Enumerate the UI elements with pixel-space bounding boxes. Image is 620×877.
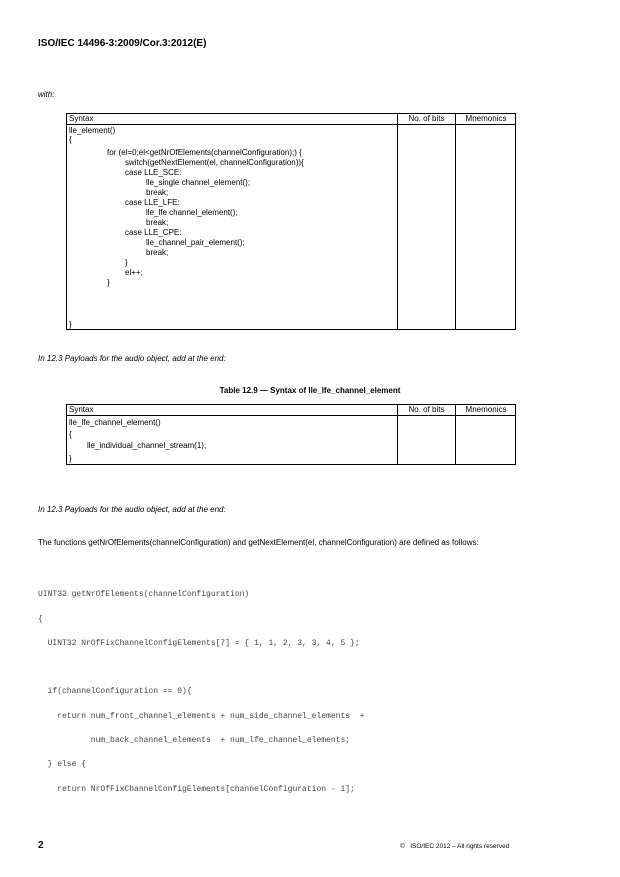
header-syntax: Syntax (69, 114, 94, 123)
syntax-table-lle-element (66, 113, 516, 330)
syntax-table-lle-lfe-channel-element (66, 404, 516, 465)
code-line: { (69, 430, 72, 439)
code-line: } (125, 258, 128, 267)
code-line: } (69, 454, 72, 463)
instruction-text: In 12.3 Payloads for the audio object, add at the end: (38, 354, 226, 363)
header-mnemonics: Mnemonics (465, 114, 507, 123)
table-caption: Table 12.9 — Syntax of lle_lfe_channel_element (219, 386, 401, 395)
column-divider (397, 114, 398, 329)
code-line: num_back_channel_elements + num_lfe_channel_elements; (38, 736, 351, 745)
header-mnemonics: Mnemonics (465, 405, 507, 414)
header-no-of-bits: No. of bits (408, 114, 445, 123)
code-line: lle_individual_channel_stream(1); (87, 441, 207, 450)
code-line: UINT32 NrOfFixChannelConfigElements[7] = { 1, 1, 2, 3, 3, 4, 5 }; (38, 639, 360, 648)
code-line: { (69, 135, 72, 144)
table-header-row (67, 405, 515, 416)
document-header-title: ISO/IEC 14496-3:2009/Cor.3:2012(E) (38, 38, 207, 49)
code-line: el++; (125, 268, 143, 277)
copyright-notice: © ISO/IEC 2012 – All rights reserved (400, 843, 510, 850)
header-no-of-bits: No. of bits (408, 405, 445, 414)
code-line: case LLE_LFE: (125, 198, 180, 207)
code-line: return NrOfFixChannelConfigElements[channelConfiguration - 1]; (38, 785, 355, 794)
code-line: break; (146, 218, 169, 227)
code-line: for (el=0;el<getNrOfElements(channelConfiguration);) { (107, 148, 302, 157)
code-line: break; (146, 188, 169, 197)
code-line: lle_single channel_element(); (146, 178, 251, 187)
code-line: if(channelConfiguration == 0){ (38, 687, 192, 696)
page-number: 2 (38, 840, 44, 851)
code-line: break; (146, 248, 169, 257)
table-header-row (67, 114, 515, 125)
code-line: lle_channel_pair_element(); (146, 238, 245, 247)
code-line: return num_front_channel_elements + num_side_channel_elements + (38, 712, 365, 721)
instruction-text: In 12.3 Payloads for the audio object, add at the end: (38, 505, 226, 514)
intro-text: with: (38, 90, 55, 99)
code-line: { (38, 615, 43, 624)
code-line: } else { (38, 760, 87, 769)
code-line: UINT32 getNrOfElements(channelConfiguration) (38, 590, 250, 599)
header-syntax: Syntax (69, 405, 94, 414)
code-line: case LLE_SCE: (125, 168, 182, 177)
code-line: case LLE_CPE: (125, 228, 182, 237)
code-line: } (107, 278, 110, 287)
body-paragraph: The functions getNrOfElements(channelConfiguration) and getNextElement(el, channelConfiguration) are defined as follows: (38, 538, 479, 547)
column-divider (455, 114, 456, 329)
code-line: lle_lfe channel_element(); (146, 208, 238, 217)
code-line: lle_element() (69, 126, 116, 135)
code-line: lle_lfe_channel_element() (69, 418, 161, 427)
code-line: switch(getNextElement(el, channelConfiguration)){ (125, 158, 304, 167)
code-line: } (69, 320, 72, 329)
